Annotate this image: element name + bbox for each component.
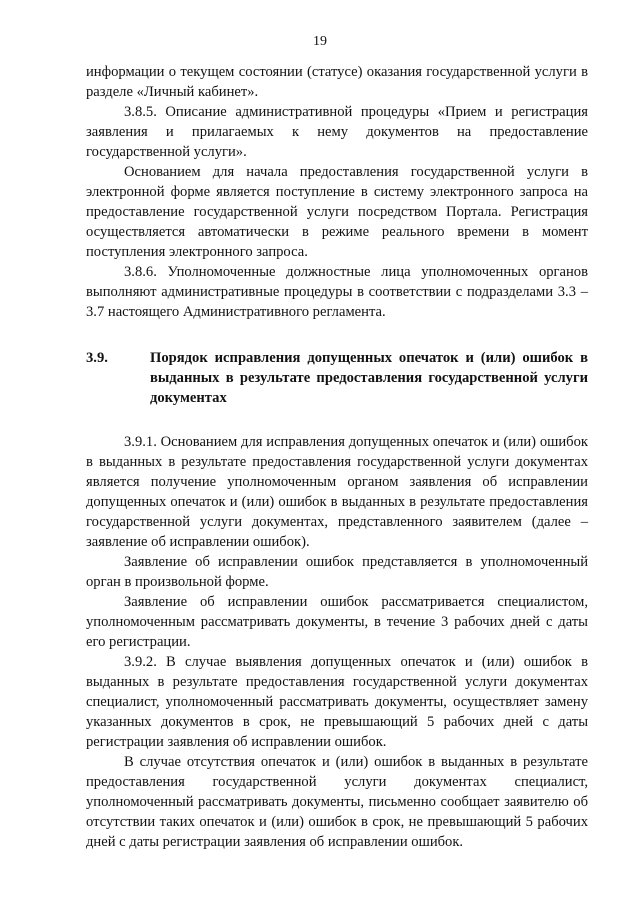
paragraph-3-9-1: 3.9.1. Основанием для исправления допущенных опечаток и (или) ошибок в выданных в результате предоставления государственной услуги документах является получение уполномоченным органом заявления об исправлении допущенных опечаток и (или) ошибок в выданных в результате предоставления государственной услуги документах, представленного заявителем (далее – заявление об исправлении ошибок).: [86, 434, 588, 550]
section-heading-3-9: [86, 348, 588, 408]
paragraph-3-8-6: 3.8.6. Уполномоченные должностные лица уполномоченных органов выполняют административные процедуры в соответствии с подразделами 3.3 – 3.7 настоящего Административного регламента.: [86, 264, 588, 320]
section-heading-number: 3.9.: [86, 350, 108, 366]
paragraph-electronic-request: Основанием для начала предоставления государственной услуги в электронной форме является поступление в систему электронного запроса на предоставление государственной услуги посредством Портала. Регистрация осуществляется автоматически в режиме реального времени в момент поступления электронного запроса.: [86, 164, 588, 260]
document-body: [86, 62, 588, 852]
paragraph-continuation: информации о текущем состоянии (статусе) оказания государственной услуги в разделе «Личный кабинет».: [86, 64, 588, 100]
section-heading-text: Порядок исправления допущенных опечаток и (или) ошибок в выданных в результате предоставления государственной услуги документах: [150, 350, 588, 406]
paragraph-3-9-2: 3.9.2. В случае выявления допущенных опечаток и (или) ошибок в выданных в результате предоставления государственной услуги документах специалист, уполномоченный рассматривать документы, осуществляет замену указанных документов в срок, не превышающий 5 рабочих дней с даты регистрации заявления об исправлении ошибок.: [86, 654, 588, 750]
paragraph-3-8-5: 3.8.5. Описание административной процедуры «Прием и регистрация заявления и прилагаемых к нему документов на предоставление государственной услуги».: [86, 104, 588, 160]
paragraph-review-term: Заявление об исправлении ошибок рассматривается специалистом, уполномоченным рассматривать документы, в течение 3 рабочих дней с даты его регистрации.: [86, 594, 588, 650]
paragraph-application-form: Заявление об исправлении ошибок представляется в уполномоченный орган в произвольной форме.: [86, 554, 588, 590]
paragraph-no-errors: В случае отсутствия опечаток и (или) ошибок в выданных в результате предоставления государственной услуги документах специалист, уполномоченный рассматривать документы, письменно сообщает заявителю об отсутствии таких опечаток и (или) ошибок в срок, не превышающий 5 рабочих дней с даты регистрации заявления об исправлении ошибок.: [86, 754, 588, 850]
page-number: 19: [313, 34, 327, 49]
